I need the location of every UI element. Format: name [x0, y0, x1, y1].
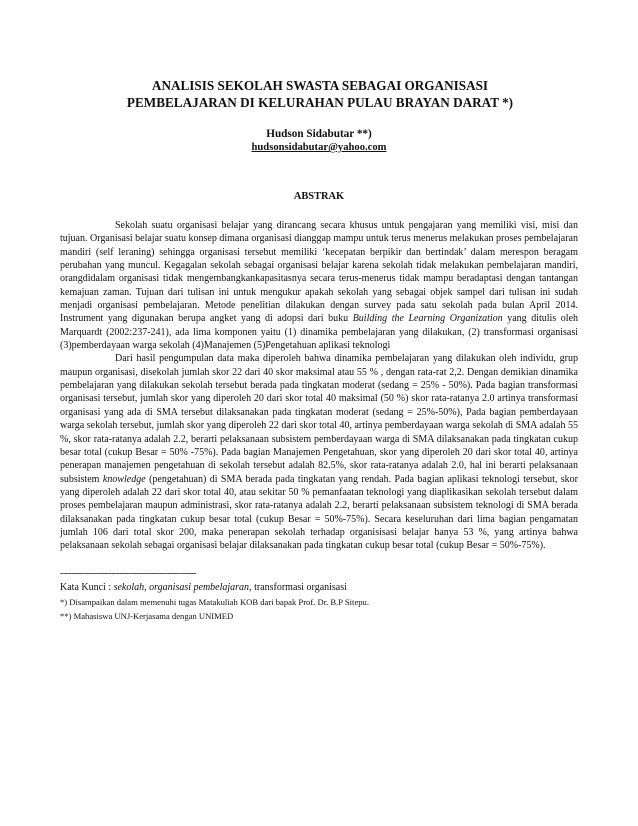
keywords-line — [60, 581, 580, 594]
author-name: Hudson Sidabutar **) — [266, 128, 372, 140]
footnote-separator: ------------------------------------------------ — [60, 568, 196, 579]
paper-title — [60, 77, 580, 111]
title-line-2: PEMBELAJARAN DI KELURAHAN PULAU BRAYAN DARAT *) — [126, 95, 514, 110]
abstract-p1-text-b: yang ditulis oleh Marquardt (2002:237-241), ada lima komponen yaitu (1) dinamika pembelajaran yang dilakukan, (2) transformasi organisasi (3)pemberdayaan warga sekolah (4)Manajemen (5)Pengetahuan aplikasi teknologi — [60, 313, 579, 352]
keywords-label: Kata Kunci : — [60, 582, 112, 593]
italic-term: knowledge — [102, 473, 146, 485]
footnote-1: *) Disampaikan dalam memenuhi tugas Matakuliah KOB dari bapak Prof. Dr. B.P Sitepu. — [60, 597, 370, 607]
keywords-italic: sekolah, organisasi pembelajaran, — [113, 582, 252, 593]
abstract-body — [60, 219, 578, 553]
book-title: Building the Learning Organization — [352, 313, 503, 325]
title-line-1: ANALISIS SEKOLAH SWASTA SEBAGAI ORGANISASI — [151, 78, 489, 93]
author-email: hudsonsidabutar@yahoo.com — [251, 142, 387, 153]
abstract-p2-text-a: Dari hasil pengumpulan data maka diperoleh bahwa dinamika pembelajaran yang dilakukan oleh individu, grup maupun organisasi, disekolah jumlah skor 22 dari 40 skor maksimal atau 55 % , dengan rata-rat 2,2. Dengan demikian dinamika pembelajaran yang dilakukan sekolah tersebut berada pada tingkatan moderat (sedang = 25% - 50%). Pada bagian transformasi organisasi tersebut, jumlah skor yang diperoleh 20 dari skor total 40 maksimal (50 %) skor rata-ratanya 2.0 artinya transformasi organisasi yang ada di SMA tersebut dilaksanakan pada tingkatan moderat (sedang = 25%-50%), Pada bagian pemberdayaan warga sekolah tersebut, jumlah skor yang diperoleh 22 dari skor total 40, artinya pemberdayaan warga sekolah di SMA adalah 55 %, skor rata-ratanya adalah 2.2, berarti pelaksanaan subsistem pemberdayaan warga di SMA dilaksanakan pada tingkatan cukup besar total (cukup Besar = 50% -75%). Pada bagian Manajemen Pengetahuan, skor yang diperoleh 20 dari skor total 40, artinya penerapan manajemen pengetahuan di sekolah tersebut adalah 82.5%, skor rata-ratanya adalah 2.0, hal ini berarti pelaksanaan subsistem — [60, 353, 578, 485]
abstract-paragraph-2 — [60, 352, 578, 552]
abstract-p2-text-b: (pengetahuan) di SMA berada pada tingkatan yang rendah. Pada bagian aplikasi teknologi tersebut, skor yang diperoleh adalah 22 dari skor total 40, atau sekitar 50 % pemanfaatan teknologi yang diaplikasikan sekolah tersebut dalam proses pembelajaran maupun administrasi, skor rata-ratanya adalah 2.2, berarti pelaksanaan subsistem teknologi di SMA berada dilaksanakan pada tingkatan cukup besar total (cukup Besar = 50%-75%). Secara keseluruhan dari lima bagian pengamatan jumlah 106 dari total skor 200, maka penerapan sekolah terhadap organisisasi belajar hanya 53 %, yang artinya bahwa pelaksanaan sekolah sebagai organisasi belajar dilaksanakan pada tingkatan cukup besar total (cukup Besar = 50%-75%). — [60, 473, 579, 552]
footnote-2: **) Mahasiswa UNJ-Kerjasama dengan UNIMED — [60, 611, 234, 621]
abstract-heading: ABSTRAK — [293, 191, 345, 202]
keywords-rest: transformasi organisasi — [254, 582, 347, 593]
abstract-p1-text-a: Sekolah suatu organisasi belajar yang dirancang secara khusus untuk pengajaran yang memiliki visi, misi dan tujuan. Organisasi belajar suatu konsep dimana organisasi dianggap mampu untuk terus menerus melakukan proses pembelajaran mandiri (self leraning) sehingga organisasi tersebut memiliki ‘kecepatan berpikir dan bertindak’ dalam merespon beragam perubahan yang muncul. Kegagalan sekolah sebagai organisasi belajar karena sekolah tidak melakukan pembelajaran mandiri, orangdidalam organisasi tidak mengembangkankapasitasnya secara terus-menerus tidak mampu beradaptasi dengan tantangan kemajuan zaman. Tujuan dari tulisan ini untuk mengukur apakah sekolah yang sebagai objek sampel dari tulisan ini sudah menjadi organisasi pembelajaran. Metode penelitian dilakukan dengan survey pada satu sekolah pada bulan April 2014. Instrument yang digunakan berupa angket yang di adopsi dari buku — [60, 220, 578, 325]
abstract-paragraph-1 — [60, 219, 578, 352]
